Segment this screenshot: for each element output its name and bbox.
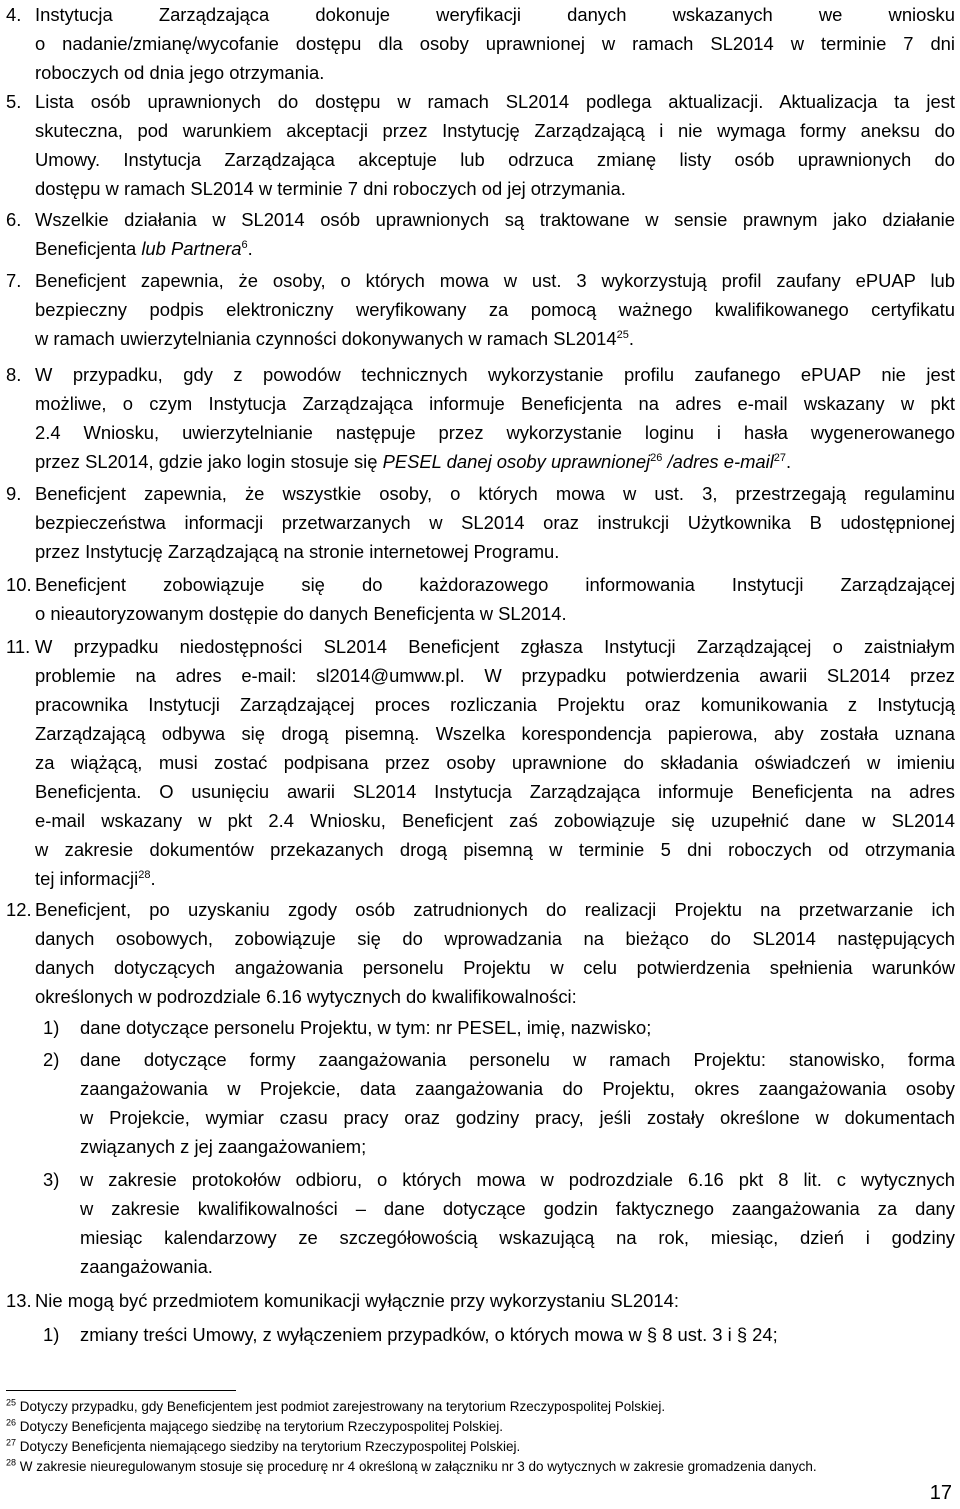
sub-list-item	[0, 1045, 955, 1161]
paragraph-line: w ramach uwierzytelniania czynności dokonywanych w ramach SL2014$^{25}$.	[35, 328, 635, 349]
item-number: 11.	[6, 636, 31, 657]
paragraph-line: związanych z jej zaangażowaniem;	[80, 1136, 367, 1157]
item-number: 13.	[6, 1290, 32, 1311]
paragraph-line: Umowy. Instytucja Zarządzająca akceptuje lub odrzuca zmianę listy osób uprawnionych do	[35, 149, 955, 170]
paragraph-line: za wiążącą, musi zostać podpisana przez osoby uprawnione do składania oświadczeń w imieniu	[35, 752, 955, 773]
paragraph-line: Lista osób uprawnionych do dostępu w ramach SL2014 podlega aktualizacji. Aktualizacja ta jest	[35, 91, 955, 112]
paragraph-line: o nadanie/zmianę/wycofanie dostępu dla osoby uprawnionej w ramach SL2014 w terminie 7 dni	[35, 33, 955, 54]
paragraph-line: przez SL2014, gdzie jako login stosuje się PESEL danej osoby uprawnionej$^{26}$ /adres e-mail$^{27}$.	[35, 451, 792, 472]
paragraph-line: Nie mogą być przedmiotem komunikacji wyłącznie przy wykorzystaniu SL2014:	[35, 1290, 679, 1311]
paragraph-line: Beneficjent, po uzyskaniu zgody osób zatrudnionych do realizacji Projektu na przetwarzanie ich	[35, 899, 955, 920]
list-item	[0, 1286, 955, 1315]
page-number: 17	[929, 1482, 952, 1504]
paragraph-line: możliwe, o czym Instytucja Zarządzająca informuje Beneficjenta na adres e-mail wskazany w pkt	[35, 393, 955, 414]
paragraph-line: w Projekcie, wymiar czasu pracy oraz godziny pracy, jeśli zostały określone w dokumentach	[80, 1107, 955, 1128]
paragraph-line: Beneficjent zapewnia, że osoby, o których mowa w ust. 3 wykorzystują profil zaufany ePUAP lub	[35, 270, 955, 291]
footnote: $^{27}$ Dotyczy Beneficjenta niemającego siedziby na terytorium Rzeczypospolitej Polskiej.	[6, 1437, 521, 1454]
paragraph-line: bezpieczny podpis elektroniczny weryfikowany za pomocą ważnego kwalifikowanego certyfikatu	[35, 299, 955, 320]
paragraph-line: zaangażowania w Projekcie, data zaangażowania do Projektu, okres zaangażowania osoby	[80, 1078, 955, 1099]
sub-list-item	[0, 1320, 955, 1349]
list-item	[0, 266, 955, 353]
paragraph-line: w zakresie dokumentów przekazanych drogą pisemną w terminie 5 dni roboczych od otrzymania	[35, 839, 955, 860]
paragraph-line: e-mail wskazany w pkt 2.4 Wniosku, Beneficjent zaś zobowiązuje się uzupełnić dane w SL2014	[35, 810, 955, 831]
list-item	[0, 87, 955, 203]
paragraph-line: danych osobowych, zobowiązuje się do wprowadzania na bieżąco do SL2014 następujących	[35, 928, 955, 949]
list-item	[0, 205, 955, 263]
paragraph-line: w zakresie kwalifikowalności – dane dotyczące godzin faktycznego zaangażowania za dany	[80, 1198, 955, 1219]
paragraph-line: Zarządzającą odbywa się drogą pisemną. Wszelka korespondencja papierowa, aby została uznana	[35, 723, 955, 744]
paragraph-line: określonych w podrozdziale 6.16 wytycznych do kwalifikowalności:	[35, 986, 577, 1007]
paragraph-line: zaangażowania.	[80, 1256, 213, 1277]
item-number: 9.	[6, 483, 22, 504]
paragraph-line: skuteczna, pod warunkiem akceptacji przez Instytucję Zarządzającą i nie wymaga formy aneksu do	[35, 120, 955, 141]
list-item	[0, 895, 955, 1011]
footnote-ref: 28	[138, 868, 151, 881]
paragraph-line: 2.4 Wniosku, uwierzytelnianie następuje przez wykorzystanie loginu i hasła wygenerowanego	[35, 422, 955, 443]
footnote-ref: 27	[773, 451, 787, 464]
sub-item-number: 3)	[43, 1169, 60, 1190]
paragraph-line: Instytucja Zarządzająca dokonuje weryfikacji danych wskazanych we wniosku	[35, 4, 955, 25]
paragraph-line: dostępu w ramach SL2014 w terminie 7 dni roboczych od jej otrzymania.	[35, 178, 626, 199]
paragraph-line: Wszelkie działania w SL2014 osób uprawnionych są traktowane w sensie prawnym jako działanie	[35, 209, 955, 230]
paragraph-line: W przypadku, gdy z powodów technicznych wykorzystanie profilu zaufanego ePUAP nie jest	[35, 364, 955, 385]
list-item	[0, 632, 955, 893]
paragraph-line: miesiąc kalendarzowy ze szczegółowością wskazującą na rok, miesiąc, dzień i godziny	[80, 1227, 955, 1248]
item-number: 12.	[6, 899, 32, 920]
item-number: 10.	[6, 574, 32, 595]
paragraph-line: pracownika Instytucji Zarządzającej proces rozliczania Projektu oraz komunikowania z Instytucją	[35, 694, 955, 715]
paragraph-line: Beneficjent zobowiązuje się do każdorazowego informowania Instytucji Zarządzającej	[35, 574, 955, 595]
footnote-number: 26	[6, 1417, 17, 1428]
footnote: $^{26}$ Dotyczy Beneficjenta mającego siedzibę na terytorium Rzeczypospolitej Polskiej.	[6, 1417, 504, 1434]
sub-item-number: 1)	[43, 1017, 60, 1038]
paragraph-line: Beneficjenta. O usunięciu awarii SL2014 Instytucja Zarządzająca informuje Beneficjenta na adres	[35, 781, 955, 802]
footnote-number: 28	[6, 1457, 17, 1468]
item-number: 5.	[6, 91, 22, 112]
item-number: 8.	[6, 364, 22, 385]
paragraph-line: w zakresie protokołów odbioru, o których mowa w podrozdziale 6.16 pkt 8 lit. c wytycznych	[80, 1169, 955, 1190]
paragraph-line: o nieautoryzowanym dostępie do danych Beneficjenta w SL2014.	[35, 603, 567, 624]
paragraph-line: zmiany treści Umowy, z wyłączeniem przypadków, o których mowa w § 8 ust. 3 i § 24;	[80, 1324, 778, 1345]
paragraph-line: roboczych od dnia jego otrzymania.	[35, 62, 325, 83]
paragraph-line: problemie na adres e-mail: sl2014@umww.pl. W przypadku potwierdzenia awarii SL2014 przez	[35, 665, 955, 686]
item-number: 6.	[6, 209, 22, 230]
footnote: $^{25}$ Dotyczy przypadku, gdy Beneficjentem jest podmiot zarejestrowany na terytorium Rzeczypospolitej Polskiej.	[6, 1397, 666, 1414]
item-number: 7.	[6, 270, 22, 291]
paragraph-line: bezpieczeństwa informacji przetwarzanych w SL2014 oraz instrukcji Użytkownika B udostępnionej	[35, 512, 955, 533]
footnote-number: 25	[6, 1397, 17, 1408]
paragraph-line: tej informacji$^{28}$.	[35, 868, 156, 889]
sub-item-number: 2)	[43, 1049, 60, 1070]
paragraph-line: przez Instytucję Zarządzającą na stronie internetowej Programu.	[35, 541, 560, 562]
paragraph-line: danych dotyczących angażowania personelu Projektu w celu potwierdzenia spełnienia warunków	[35, 957, 955, 978]
footnote-ref: 6	[241, 238, 248, 251]
paragraph-line: W przypadku niedostępności SL2014 Beneficjent zgłasza Instytucji Zarządzającej o zaistniałym	[35, 636, 955, 657]
list-item	[0, 479, 955, 566]
list-item	[0, 0, 955, 87]
list-item	[0, 360, 955, 476]
list-item	[0, 570, 955, 628]
sub-list-item	[0, 1165, 955, 1281]
footnote-separator	[6, 1390, 236, 1391]
sub-list-item	[0, 1013, 955, 1042]
footnote-ref: 26	[650, 451, 663, 464]
paragraph-line: Beneficjenta lub Partnera$^6$.	[35, 238, 253, 259]
footnote: $^{28}$ W zakresie nieuregulowanym stosuje się procedurę nr 4 określoną w załączniku nr 3 do wytycznych w zakresie gromadzenia danych.	[6, 1457, 817, 1474]
footnote-ref: 25	[616, 328, 629, 341]
item-number: 4.	[6, 4, 22, 25]
footnote-number: 27	[6, 1437, 17, 1448]
paragraph-line: dane dotyczące personelu Projektu, w tym: nr PESEL, imię, nazwisko;	[80, 1017, 652, 1038]
paragraph-line: Beneficjent zapewnia, że wszystkie osoby, o których mowa w ust. 3, przestrzegają regulaminu	[35, 483, 955, 504]
paragraph-line: dane dotyczące formy zaangażowania personelu w ramach Projektu: stanowisko, forma	[80, 1049, 955, 1070]
sub-item-number: 1)	[43, 1324, 60, 1345]
